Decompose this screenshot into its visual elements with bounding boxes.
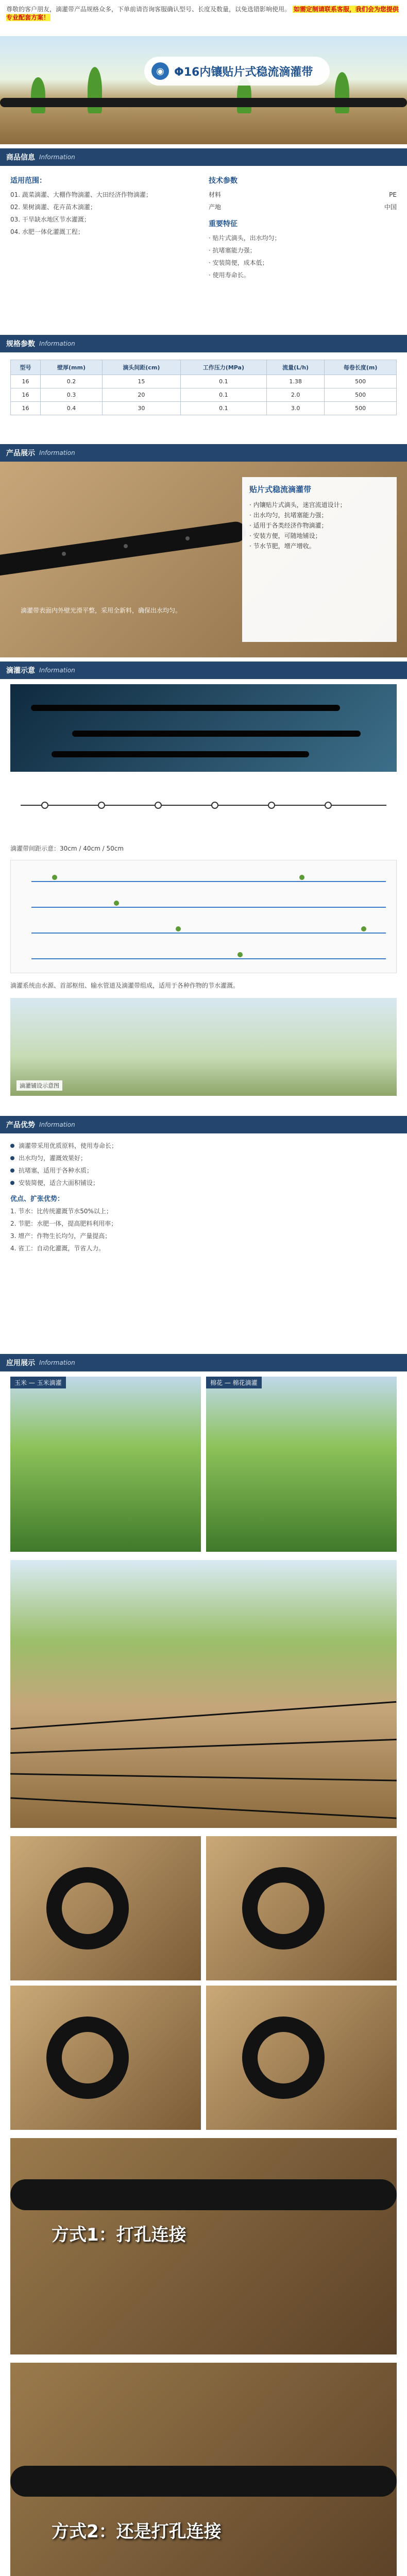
table-cell: 0.2 (41, 375, 103, 388)
table-cell: 0.1 (180, 388, 266, 402)
spacing-diagram (10, 779, 397, 841)
method-photo (10, 2363, 397, 2576)
section-subtitle: Information (39, 667, 75, 674)
pipe-line: · 安装方便，可随地铺设； (249, 532, 321, 539)
drip-line (10, 1739, 397, 1754)
spec-table (10, 360, 397, 415)
column-header: 壁厚(mm) (41, 360, 103, 375)
section-bar-advantages (0, 1116, 407, 1133)
pipe-line: · 内镶贴片式滴头，迷宫流道设计； (249, 501, 346, 509)
product-photo (10, 1836, 201, 1980)
plant-dot (299, 875, 304, 880)
hero-image (0, 36, 407, 144)
notice-banner (0, 0, 407, 36)
product-photo (206, 1986, 397, 2130)
bullet-icon (10, 1156, 14, 1160)
advantage-item: 滴灌带采用优质原料，使用寿命长； (10, 1141, 397, 1151)
use-item: 04. 水肥一体化灌溉工程； (10, 228, 84, 235)
pipe-line: · 适用于各类经济作物滴灌； (249, 522, 328, 529)
table-header-row (11, 360, 397, 375)
emitter-dot (155, 802, 162, 809)
emitter-dot (268, 802, 275, 809)
emitter-dot (211, 802, 218, 809)
table-cell: 15 (102, 375, 180, 388)
table-cell: 16 (11, 375, 41, 388)
method-title: 方式2：还是打孔连接 (52, 2521, 222, 2542)
tube-shape (31, 705, 340, 711)
drip-line (10, 1773, 397, 1781)
section-subtitle: Information (39, 340, 75, 347)
section-subtitle: Information (39, 449, 75, 456)
emitter-hole (185, 536, 190, 540)
lateral-line (31, 958, 386, 959)
advantages-panel (0, 1133, 407, 1350)
drip-tape-shape (0, 520, 247, 578)
method-photo (10, 2138, 397, 2354)
table-cell: 0.1 (180, 375, 266, 388)
showcase-panel (0, 1371, 407, 2576)
section-bar-showcase (0, 1354, 407, 1371)
emitter-dot (41, 802, 48, 809)
lateral-line (31, 933, 386, 934)
section-bar-spec (0, 335, 407, 352)
plant-dot (176, 926, 181, 931)
lateral-line (31, 907, 386, 908)
table-cell: 500 (325, 375, 397, 388)
use-column (10, 175, 198, 321)
plant-shape (335, 72, 349, 113)
bullet-icon (10, 1144, 14, 1148)
use-item: 02. 果树滴灌、花卉苗木滴灌； (10, 204, 96, 211)
table-cell: 2.0 (267, 388, 325, 402)
pipe-panel-title: 贴片式稳流滴灌带 (249, 485, 312, 494)
section-title: 滴灌示意 (6, 667, 35, 675)
section-subtitle: Information (39, 154, 75, 161)
feature-item: · 抗堵塞能力强； (209, 247, 256, 254)
advantage-detail: 3. 增产：作物生长均匀，产量提高； (10, 1232, 111, 1240)
advantage-item: 出水均匀，灌溉效果好； (10, 1153, 397, 1163)
scheme-feature: 滴灌系统由水源、首部枢纽、输水管道及滴灌带组成，适用于各种作物的节水灌溉。 (10, 982, 240, 989)
crop-photo (206, 1377, 397, 1552)
table-cell: 16 (11, 402, 41, 415)
crop-photos (10, 1377, 397, 1552)
feature-title: 重要特征 (209, 220, 238, 228)
pipe-shape (10, 2466, 397, 2497)
section-bar-info (0, 148, 407, 166)
column-header: 工作压力(MPa) (180, 360, 266, 375)
emitter-dot (325, 802, 332, 809)
emitter-hole (62, 552, 66, 556)
section-subtitle: Information (39, 1121, 75, 1128)
product-grid (10, 1836, 397, 2130)
plant-dot (361, 926, 366, 931)
plant-dot (114, 901, 119, 906)
section-bar-scheme (0, 662, 407, 679)
table-cell: 500 (325, 388, 397, 402)
scheme-panel (0, 679, 407, 1112)
feature-item: · 安装简便，成本低； (209, 259, 268, 266)
param-value: PE (389, 191, 397, 198)
use-title: 适用范围： (10, 177, 46, 185)
emitter-dot (98, 802, 105, 809)
hero-title: Φ16内镶贴片式稳流滴灌带 (174, 65, 313, 79)
column-header: 滴头间距(cm) (102, 360, 180, 375)
product-photo (10, 1986, 201, 2130)
section-title: 应用展示 (6, 1359, 35, 1367)
bullet-icon (10, 1181, 14, 1185)
param-value: 中国 (384, 204, 397, 211)
coil-shape (242, 1867, 325, 1950)
feature-item: · 使用寿命长。 (209, 272, 250, 279)
table-row (11, 402, 397, 415)
table-cell: 0.4 (41, 402, 103, 415)
advantage-item: 安装简便，适合大面积铺设； (10, 1178, 397, 1188)
plant-dot (52, 875, 57, 880)
crop-tag: 玉米 — 玉米滴灌 (10, 1377, 66, 1388)
coil-shape (46, 1867, 129, 1950)
spacing-text: 滴灌带间距示意：30cm / 40cm / 50cm (10, 845, 124, 852)
column-header: 每卷长度(m) (325, 360, 397, 375)
emitter-hole (124, 544, 128, 548)
section-title: 产品展示 (6, 449, 35, 457)
table-cell: 30 (102, 402, 180, 415)
field-photo (10, 1560, 397, 1828)
param-key: 材料 (209, 191, 222, 198)
pipe-photo (0, 462, 407, 657)
layout-photo (10, 998, 397, 1096)
pipe-info-panel (242, 477, 397, 642)
section-title: 规格参数 (6, 340, 35, 348)
product-photo (206, 1836, 397, 1980)
plant-dot (238, 952, 243, 957)
section-title: 产品优势 (6, 1121, 35, 1129)
drip-tape-shape (0, 98, 407, 107)
plant-shape (31, 77, 45, 113)
table-cell: 0.3 (41, 388, 103, 402)
table-cell: 20 (102, 388, 180, 402)
table-cell: 500 (325, 402, 397, 415)
table-row (11, 375, 397, 388)
advantages-subtitle: 优点、扩张优势： (10, 1195, 64, 1203)
bullet-icon (10, 1168, 14, 1173)
crop-photo (10, 1377, 201, 1552)
notice-highlight: 如需定制请联系客服，我们会为您提供专业配套方案！ (6, 6, 399, 21)
param-row (209, 202, 397, 212)
drip-icon: ◉ (151, 62, 169, 80)
param-title: 技术参数 (209, 177, 238, 185)
use-item: 01. 蔬菜滴灌、大棚作物滴灌、大田经济作物滴灌； (10, 191, 152, 198)
spec-panel (0, 352, 407, 440)
section-bar-pipe (0, 444, 407, 462)
drip-line (11, 1701, 396, 1730)
field-diagram (10, 860, 397, 973)
pipe-line: · 出水均匀，抗堵塞能力强； (249, 512, 328, 519)
use-item: 03. 干旱缺水地区节水灌溉； (10, 216, 90, 223)
tube-shape (72, 731, 361, 737)
pipe-caption: 滴灌带表面内外壁光滑平整，采用全新料，确保出水均匀。 (21, 607, 182, 614)
param-row (209, 190, 397, 200)
section-subtitle: Information (39, 1359, 75, 1366)
info-panel (0, 166, 407, 331)
table-row (11, 388, 397, 402)
crop-tag: 棉花 — 棉花滴灌 (206, 1377, 262, 1388)
hero-banner (144, 57, 330, 86)
column-header: 型号 (11, 360, 41, 375)
table-cell: 1.38 (267, 375, 325, 388)
feature-item: · 贴片式滴头，出水均匀； (209, 234, 281, 242)
drip-line (10, 1797, 396, 1819)
param-key: 产地 (209, 204, 222, 211)
coil-shape (46, 2016, 129, 2099)
table-cell: 0.1 (180, 402, 266, 415)
lateral-line (31, 881, 386, 882)
layout-label: 滴灌铺设示意图 (16, 1080, 62, 1091)
coil-shape (242, 2016, 325, 2099)
notice-text: 尊敬的客户朋友，滴灌带产品规格众多，下单前请咨询客服确认型号、长度及数量，以免选错影响使用。 (6, 6, 291, 13)
connector-photo (10, 684, 397, 772)
pipe-line: · 节水节肥，增产增收。 (249, 543, 315, 550)
table-cell: 3.0 (267, 402, 325, 415)
pipe-shape (10, 2179, 397, 2210)
section-title: 商品信息 (6, 154, 35, 162)
column-header: 流量(L/h) (267, 360, 325, 375)
advantage-detail: 1. 节水：比传统灌溉节水50%以上； (10, 1208, 112, 1215)
advantage-item: 抗堵塞，适用于各种水质； (10, 1165, 397, 1176)
method-title: 方式1：打孔连接 (52, 2225, 186, 2245)
table-cell: 16 (11, 388, 41, 402)
advantage-detail: 4. 省工：自动化灌溉，节省人力。 (10, 1245, 105, 1252)
advantage-detail: 2. 节肥：水肥一体，提高肥料利用率； (10, 1220, 117, 1227)
tube-shape (52, 751, 309, 757)
param-column (209, 175, 397, 321)
